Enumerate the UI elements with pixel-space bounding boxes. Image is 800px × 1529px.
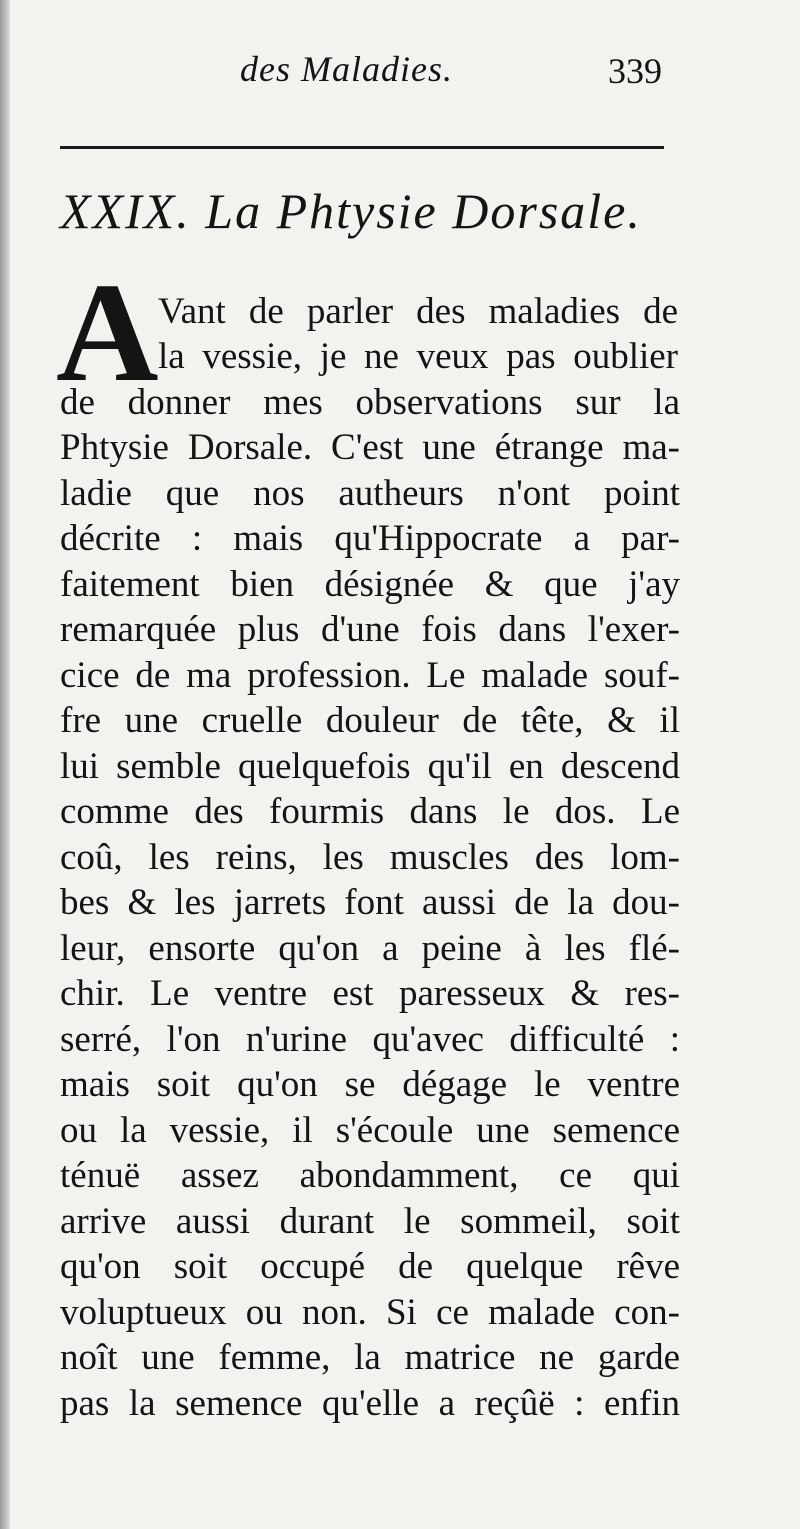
text-line: serré, l'on n'urine qu'avec difficulté :	[60, 1019, 680, 1060]
text-line: ou la vessie, il s'écoule une semence	[60, 1110, 680, 1151]
text-line: la vessie, je ne veux pas oublier	[158, 336, 678, 377]
text-line: ladie que nos autheurs n'ont point	[60, 473, 680, 514]
text-line: décrite : mais qu'Hippocrate a par-	[60, 518, 680, 559]
text-line: noît une femme, la matrice ne garde	[60, 1337, 680, 1378]
text-line: cice de ma profession. Le malade souf-	[60, 655, 680, 696]
text-line: pas la semence qu'elle a reçûë : enfin	[60, 1383, 680, 1424]
text-line: Phtysie Dorsale. C'est une étrange ma-	[60, 427, 680, 468]
text-line: leur, ensorte qu'on a peine à les flé-	[60, 928, 680, 969]
header-rule	[60, 146, 664, 149]
page-number: 339	[608, 51, 662, 91]
text-line: Vant de parler des maladies de	[158, 291, 678, 332]
running-title: des Maladies.	[240, 49, 453, 89]
text-line: qu'on soit occupé de quelque rêve	[60, 1246, 680, 1287]
text-line: fre une cruelle douleur de tête, & il	[60, 700, 680, 741]
drop-cap: A	[56, 253, 159, 411]
text-line: lui semble quelquefois qu'il en descend	[60, 746, 680, 787]
text-line: faitement bien désignée & que j'ay	[60, 564, 680, 605]
text-line: remarquée plus d'une fois dans l'exer-	[60, 609, 680, 650]
chapter-title: XXIX. La Phtysie Dorsale.	[60, 183, 642, 239]
text-line: coû, les reins, les muscles des lom-	[60, 837, 680, 878]
text-line: mais soit qu'on se dégage le ventre	[60, 1064, 680, 1105]
text-line: arrive aussi durant le sommeil, soit	[60, 1201, 680, 1242]
text-line: voluptueux ou non. Si ce malade con-	[60, 1292, 680, 1333]
text-line: bes & les jarrets font aussi de la dou-	[60, 882, 680, 923]
text-line: de donner mes observations sur la	[60, 382, 680, 423]
page-edge	[0, 0, 10, 1529]
text-line: chir. Le ventre est paresseux & res-	[60, 973, 680, 1014]
text-line: ténuë assez abondamment, ce qui	[60, 1155, 680, 1196]
text-line: comme des fourmis dans le dos. Le	[60, 791, 680, 832]
